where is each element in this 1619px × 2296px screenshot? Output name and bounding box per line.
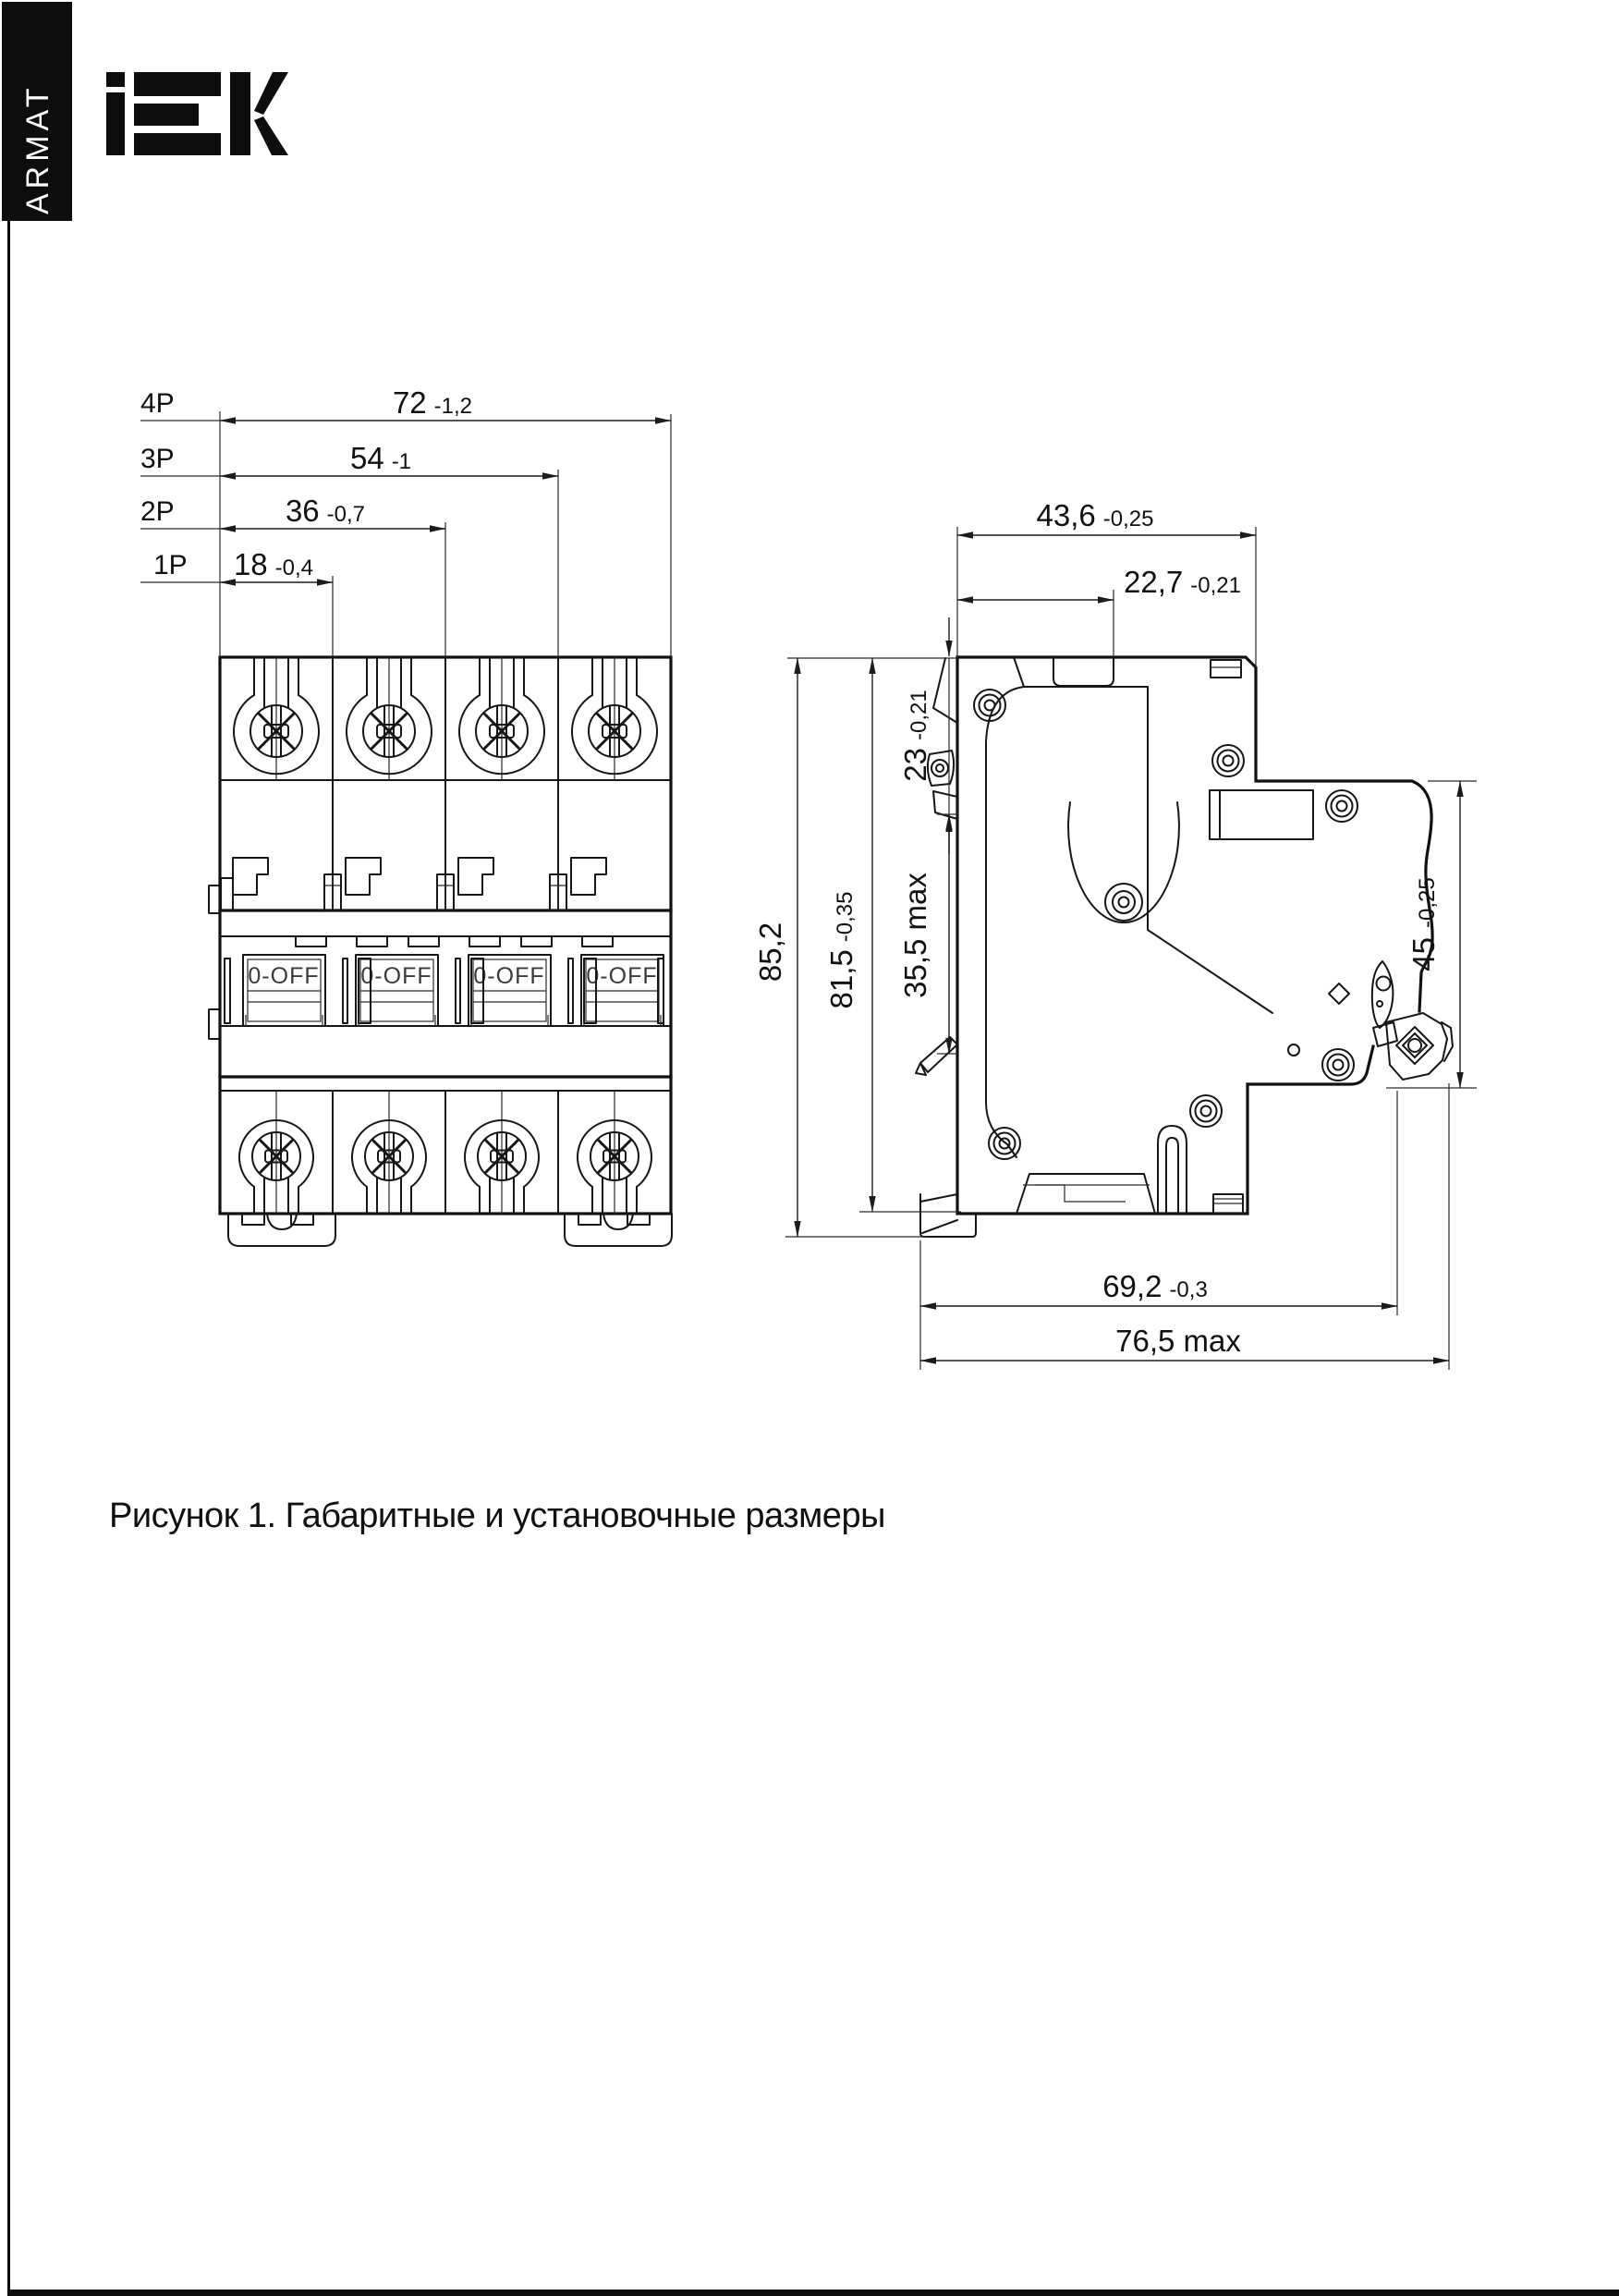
brand-banner <box>2 2 1619 2296</box>
dim-rail-window <box>898 814 949 1054</box>
side-interior <box>974 657 1357 1214</box>
handle-row <box>225 955 663 1026</box>
handle-label: 0-OFF <box>473 963 545 989</box>
pole-count-label: 4P <box>140 388 175 419</box>
page-left-rule <box>7 221 10 2291</box>
dim-value: 18 -0,4 <box>233 547 314 581</box>
side-dimensions <box>753 498 1477 1370</box>
dim-value: 69,2 -0,3 <box>1102 1269 1208 1303</box>
iek-logo <box>106 72 288 155</box>
dim-value: 23-0,21 <box>898 690 932 782</box>
din-foot-left <box>228 1214 335 1246</box>
top-clip-tab <box>1211 660 1241 678</box>
page-bottom-rule <box>7 2290 1619 2296</box>
figure-caption: Рисунок 1. Габаритные и установочные размеры <box>109 1496 885 1535</box>
dim-2p <box>140 494 445 529</box>
pole-count-label: 1P <box>153 550 188 580</box>
dim-value: 85,2 <box>753 922 787 983</box>
dim-value: 45-0,25 <box>1406 877 1441 971</box>
dim-value: 43,6 -0,25 <box>1036 498 1154 532</box>
side-view <box>916 657 1453 1237</box>
handle-label: 0-OFF <box>586 963 658 989</box>
series-label: ARMAT <box>20 83 55 214</box>
dim-height-overall <box>753 658 797 1237</box>
dim-width-top <box>957 498 1256 535</box>
pole-handle <box>581 955 663 1026</box>
front-view <box>209 657 672 1246</box>
dim-3p <box>140 441 558 476</box>
toggle-handle <box>1372 961 1453 1080</box>
pole-handle <box>356 955 438 1026</box>
din-clip-foot <box>920 1194 976 1237</box>
handle-label: 0-OFF <box>248 963 320 989</box>
dim-value: 72 -1,2 <box>392 385 473 420</box>
pole-handle <box>469 955 551 1026</box>
dim-top-offset <box>898 617 949 854</box>
pole-count-label: 2P <box>140 496 175 527</box>
rail-hook-top <box>933 658 957 723</box>
dim-depth-body <box>920 1269 1397 1306</box>
pole-count-label: 3P <box>140 444 175 474</box>
dim-value: 35,5 max <box>898 873 932 998</box>
nameplate-area <box>1210 790 1313 839</box>
dim-value: 36 -0,7 <box>285 494 366 528</box>
dim-1p <box>153 547 333 582</box>
dim-value: 76,5 max <box>1115 1324 1241 1358</box>
dim-value: 22,7 -0,21 <box>1124 565 1241 599</box>
dim-width-step <box>957 565 1241 600</box>
handle-label: 0-OFF <box>360 963 432 989</box>
pole-handle <box>243 955 325 1026</box>
dim-depth-overall <box>920 1324 1449 1361</box>
dim-value: 54 -1 <box>349 441 412 475</box>
front-dimensions <box>140 385 671 657</box>
dim-value: 81,5-0,35 <box>824 891 858 1009</box>
dim-height-body <box>824 658 872 1212</box>
din-foot-right <box>565 1214 672 1246</box>
ledge-notches <box>296 936 613 946</box>
